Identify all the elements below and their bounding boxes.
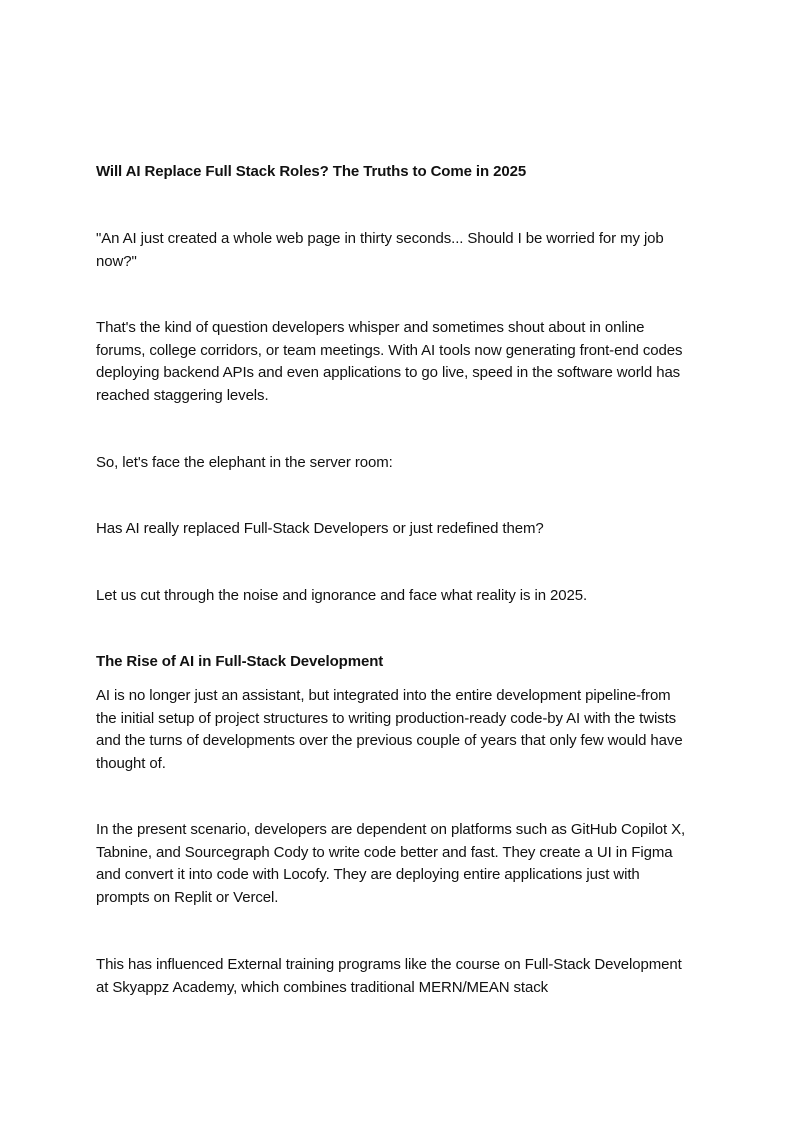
document-title: Will AI Replace Full Stack Roles? The Truths to Come in 2025 (96, 163, 527, 180)
paragraph-quote: "An AI just created a whole web page in thirty seconds... Should I be worried for my job now?" (96, 230, 664, 270)
paragraph-question: Has AI really replaced Full-Stack Developers or just redefined them? (96, 520, 544, 537)
paragraph-intro: That's the kind of question developers whisper and sometimes shout about in online forums, college corridors, or team meetings. With AI tools now generating front-end codes deploying backend APIs and even applications to go live, speed in the software world has reached staggering levels. (96, 319, 683, 404)
section-heading: The Rise of AI in Full-Stack Development (96, 653, 384, 670)
section-paragraph-training: This has influenced External training programs like the course on Full-Stack Development at Skyappz Academy, which combines traditional MERN/MEAN stack (96, 956, 682, 996)
paragraph-reality: Let us cut through the noise and ignorance and face what reality is in 2025. (96, 587, 588, 604)
section-paragraph-tools: In the present scenario, developers are dependent on platforms such as GitHub Copilot X, Tabnine, and Sourcegraph Cody to write code better and fast. They create a UI in Figma and convert it into code with Locofy. They are deploying entire applications just with prompts on Replit or Vercel. (96, 821, 686, 906)
section-paragraph-pipeline: AI is no longer just an assistant, but integrated into the entire development pipeline-from the initial setup of project structures to writing production-ready code-by AI with the twists and the turns of developments over the previous couple of years that only few would have thought of. (96, 687, 683, 772)
paragraph-elephant: So, let's face the elephant in the server room: (96, 454, 393, 471)
